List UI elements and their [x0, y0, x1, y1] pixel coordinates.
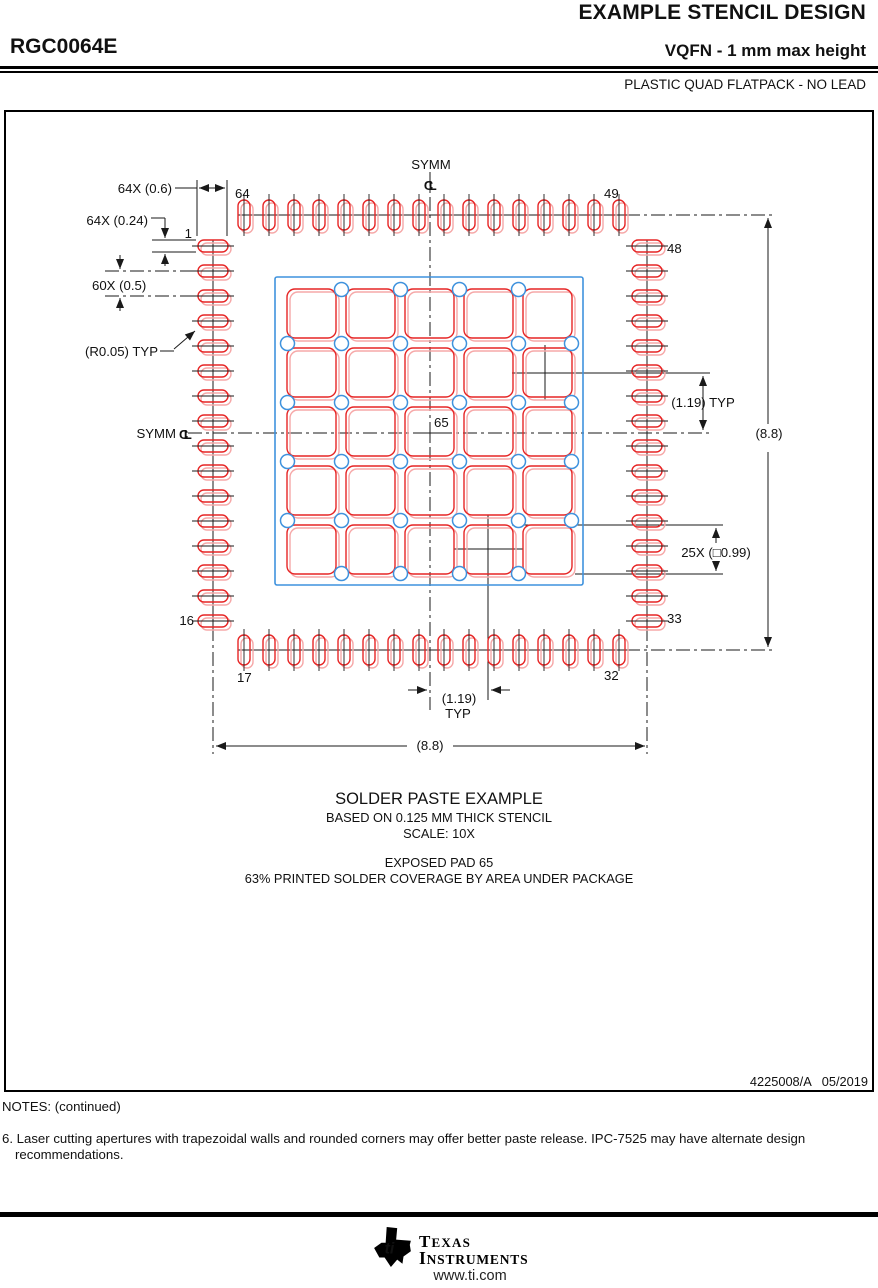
via-circle: [281, 455, 295, 469]
caption-exposed-pad: EXPOSED PAD 65: [384, 855, 494, 870]
caption-gap: [0, 842, 878, 855]
via-circle: [453, 283, 467, 297]
via-circle: [453, 455, 467, 469]
via-circle: [565, 514, 579, 528]
exposed-pad-metal: [526, 469, 575, 518]
via-circle: [335, 283, 349, 297]
dim-pad-width: 64X (0.6): [117, 181, 172, 196]
exposed-pad-aperture: [523, 525, 572, 574]
exposed-pad-metal: [290, 469, 339, 518]
exposed-pad-metal: [408, 351, 457, 400]
dim-corner-radius: (R0.05) TYP: [84, 344, 158, 359]
exposed-pad-metal: [526, 351, 575, 400]
via-circle: [565, 337, 579, 351]
via-circle: [512, 337, 526, 351]
exposed-pad-metal: [349, 528, 398, 577]
exposed-pad-aperture: [346, 525, 395, 574]
caption-subtitle2: SCALE: 10X: [403, 826, 475, 841]
exposed-pad-metal: [290, 292, 339, 341]
exposed-pad-metal: [467, 292, 516, 341]
exposed-pad-aperture: [523, 466, 572, 515]
exposed-pad-outline: [275, 277, 583, 585]
land-pattern-shadow: [201, 203, 665, 668]
drawing-labels: [85, 157, 868, 1089]
via-circle: [565, 396, 579, 410]
drawing-number: 4225008/A 05/2019: [749, 1074, 868, 1089]
via-circle: [453, 337, 467, 351]
ti-wordmark-texas: TEXAS: [419, 1232, 472, 1251]
exposed-pad-aperture: [346, 289, 395, 338]
exposed-pad-metal: [467, 528, 516, 577]
ti-website: www.ti.com: [433, 1268, 507, 1284]
via-circle: [512, 283, 526, 297]
caption-block: [0, 791, 878, 887]
ti-wordmark: [419, 1232, 529, 1268]
via-circle: [335, 396, 349, 410]
via-circle: [335, 455, 349, 469]
dim-pad-height: 64X (0.24): [86, 213, 148, 228]
via-circle: [394, 455, 408, 469]
exposed-pad-metal: [290, 410, 339, 459]
via-circle: [394, 396, 408, 410]
exposed-pad-aperture: [287, 289, 336, 338]
exposed-pad-aperture: [464, 466, 513, 515]
part-number: RGC0064E: [10, 35, 118, 58]
via-circle: [453, 567, 467, 581]
dim-pad-pitch: 60X (0.5): [92, 278, 147, 293]
via-circle: [335, 567, 349, 581]
construction-lines: [105, 172, 776, 754]
exposed-pad-aperture: [287, 466, 336, 515]
exposed-pad-metal: [349, 469, 398, 518]
package-family: PLASTIC QUAD FLATPACK - NO LEAD: [624, 77, 866, 92]
exposed-pad-metal: [408, 469, 457, 518]
via-circle: [512, 567, 526, 581]
exposed-pad-aperture: [523, 407, 572, 456]
exposed-pad-metal: [349, 292, 398, 341]
via-circle: [394, 337, 408, 351]
exposed-pad-aperture: [523, 289, 572, 338]
via-circle: [512, 455, 526, 469]
pin-label-16: 16: [179, 613, 194, 628]
exposed-pad-metal: [467, 410, 516, 459]
exposed-pad-metal: [526, 292, 575, 341]
via-circle: [565, 455, 579, 469]
pin-label-49: 49: [604, 186, 619, 201]
notes-heading: NOTES: (continued): [2, 1099, 121, 1114]
exposed-pad-aperture: [464, 289, 513, 338]
caption-subtitle1: BASED ON 0.125 MM THICK STENCIL: [326, 810, 552, 825]
exposed-pad-aperture: [464, 407, 513, 456]
via-circle: [512, 396, 526, 410]
pin-label-17: 17: [237, 670, 252, 685]
page-title: EXAMPLE STENCIL DESIGN: [578, 1, 866, 24]
via-circle: [453, 396, 467, 410]
exposed-pad-aperture: [346, 407, 395, 456]
dim-via-pitch-bottom: (1.19): [441, 691, 477, 706]
caption-coverage: 63% PRINTED SOLDER COVERAGE BY AREA UNDER PACKAGE: [244, 871, 634, 886]
exposed-pad-metal: [526, 528, 575, 577]
note-6: 6. Laser cutting apertures with trapezoidal walls and rounded corners may offer better paste release. IPC-7525 may have alternate design recommendations.: [2, 1131, 806, 1162]
dim-body-height: (8.8): [755, 426, 783, 441]
exposed-pad-metal: [349, 410, 398, 459]
exposed-pad-aperture: [287, 525, 336, 574]
exposed-pad-metal-grid: [290, 292, 575, 577]
pin-label-32: 32: [604, 668, 619, 683]
exposed-pad-metal: [408, 410, 457, 459]
dim-aperture-size: 25X (□0.99): [681, 545, 751, 560]
centerline-icon: CL: [423, 178, 433, 193]
exposed-pad-metal: [290, 528, 339, 577]
dim-via-pitch-right: (1.19) TYP: [671, 395, 735, 410]
exposed-pad-metal: [290, 351, 339, 400]
centerline-icon: CL: [179, 427, 188, 442]
dim-body-width: (8.8): [416, 738, 444, 753]
package-name: VQFN - 1 mm max height: [664, 41, 866, 60]
exposed-pad-metal: [467, 351, 516, 400]
via-circle: [281, 396, 295, 410]
via-circle: [335, 514, 349, 528]
exposed-pad-metal: [467, 469, 516, 518]
drawing-frame: [5, 111, 873, 1091]
pin-label-65: 65: [434, 415, 449, 430]
via-circle: [453, 514, 467, 528]
ti-logo-icon: [372, 1226, 414, 1268]
symm-label-top: SYMM: [411, 157, 451, 172]
caption-title: SOLDER PASTE EXAMPLE: [335, 790, 543, 808]
exposed-pad-metal: [408, 528, 457, 577]
pin-label-33: 33: [667, 611, 682, 626]
via-circle: [281, 514, 295, 528]
svg-text:ti: ti: [384, 1240, 395, 1258]
via-circle: [281, 337, 295, 351]
pin-label-48: 48: [667, 241, 682, 256]
via-circle: [394, 283, 408, 297]
exposed-pad-metal: [408, 292, 457, 341]
exposed-pad-aperture: [287, 407, 336, 456]
exposed-pad-aperture: [346, 348, 395, 397]
via-circle: [394, 514, 408, 528]
pin-label-1: 1: [184, 226, 192, 241]
via-circle: [512, 514, 526, 528]
footer-rule: [0, 1212, 878, 1217]
symm-label-left: SYMM: [136, 426, 176, 441]
exposed-pad-metal: [526, 410, 575, 459]
via-circle: [335, 337, 349, 351]
via-circle: [394, 567, 408, 581]
exposed-pad-aperture: [464, 348, 513, 397]
pin-label-64: 64: [235, 186, 250, 201]
dim-via-pitch-bottom-typ: TYP: [445, 706, 471, 721]
exposed-pad-metal: [349, 351, 398, 400]
exposed-pad-aperture: [287, 348, 336, 397]
exposed-pad-aperture: [346, 466, 395, 515]
ti-wordmark-instruments: INSTRUMENTS: [419, 1248, 529, 1268]
